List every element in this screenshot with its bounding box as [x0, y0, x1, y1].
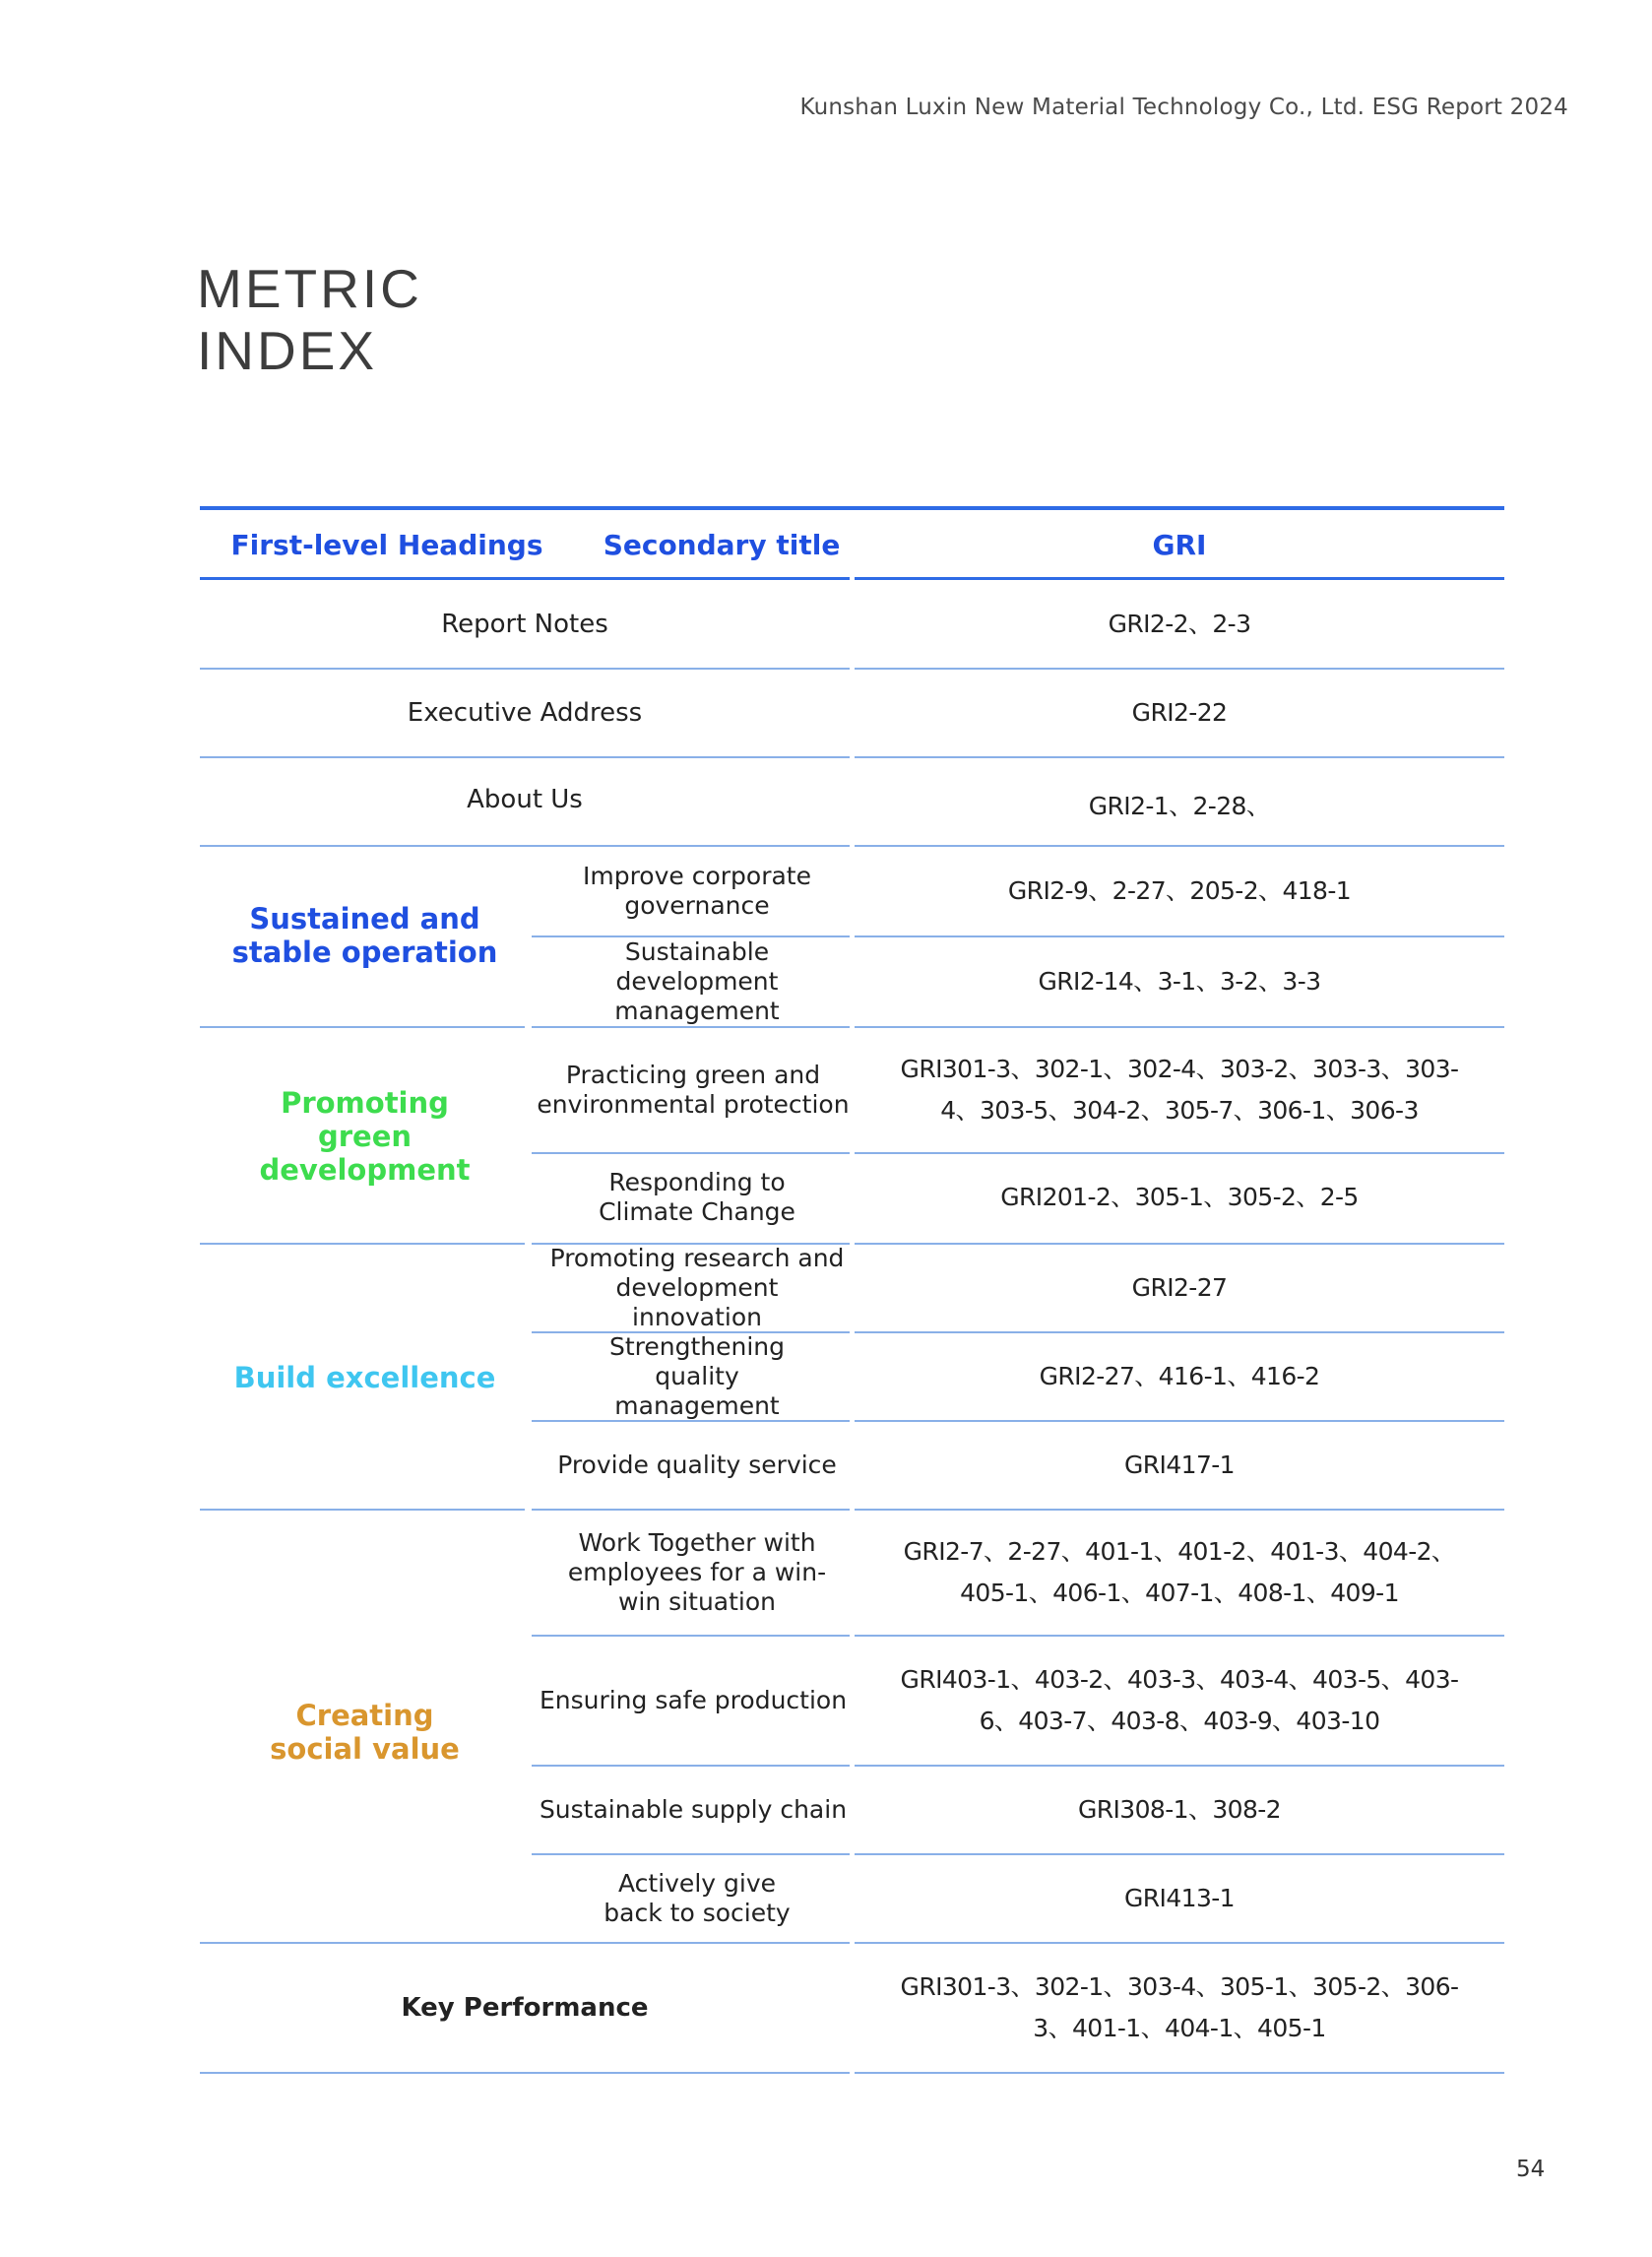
group-green-development: Promoting green development [259, 1086, 471, 1187]
row-gri: GRI301-3、302-1、303-4、305-1、305-2、306-3、401-1、404-1、405-1 [900, 1972, 1459, 2042]
secondary-title: Work Together with employees for a win-win situation [567, 1528, 827, 1616]
row-label: About Us [467, 785, 583, 814]
row-gri: GRI417-1 [1124, 1451, 1235, 1479]
row-gri: GRI2-7、2-27、401-1、401-2、401-3、404-2、405-1、406-1、407-1、408-1、409-1 [903, 1537, 1456, 1607]
secondary-title: Actively give back to society [604, 1869, 791, 1927]
secondary-title: Improve corporate governance [582, 862, 811, 920]
page-title-line-2: INDEX [197, 320, 378, 381]
row-gri: GRI201-2、305-1、305-2、2-5 [1000, 1183, 1359, 1211]
header-bottom-rule-right [855, 577, 1504, 580]
group-build-excellence: Build excellence [233, 1361, 496, 1394]
row-gri: GRI2-1、2-28、 [1088, 792, 1271, 820]
row-gri: GRI2-22 [1131, 698, 1228, 727]
header-first-level: First-level Headings [230, 528, 543, 561]
header-secondary: Secondary title [603, 528, 841, 561]
row-gri: GRI2-27、416-1、416-2 [1039, 1362, 1320, 1390]
secondary-title: Promoting research and development innovation [549, 1244, 845, 1331]
page-title [197, 258, 422, 382]
header-bottom-rule-left [200, 577, 850, 580]
table-bottom-rule [855, 2072, 1504, 2074]
page-title-line-1: METRIC [197, 258, 422, 319]
header-gri: GRI [1152, 528, 1207, 561]
table-bottom-rule [200, 2072, 850, 2074]
group-social-value: Creating social value [270, 1699, 460, 1766]
row-label: Executive Address [407, 698, 643, 728]
row-gri: GRI413-1 [1124, 1884, 1235, 1912]
secondary-title: Responding to Climate Change [599, 1168, 795, 1226]
secondary-title: Sustainable development management [614, 937, 780, 1025]
secondary-title: Ensuring safe production [539, 1686, 848, 1714]
secondary-title: Provide quality service [557, 1451, 837, 1479]
row-gri: GRI403-1、403-2、403-3、403-4、403-5、403-6、403-7、403-8、403-9、403-10 [900, 1665, 1459, 1735]
secondary-title: Strengthening quality management [608, 1332, 786, 1420]
row-gri: GRI2-9、2-27、205-2、418-1 [1007, 876, 1352, 905]
row-gri: GRI301-3、302-1、302-4、303-2、303-3、303-4、303-5、304-2、305-7、306-1、306-3 [900, 1055, 1459, 1125]
page-number: 54 [1516, 2157, 1546, 2182]
row-label: Report Notes [441, 610, 608, 639]
group-sustained-operation: Sustained and stable operation [231, 902, 498, 969]
row-gri: GRI2-2、2-3 [1108, 610, 1251, 638]
row-gri: GRI308-1、308-2 [1077, 1795, 1281, 1824]
row-gri: GRI2-27 [1131, 1273, 1228, 1302]
row-gri: GRI2-14、3-1、3-2、3-3 [1038, 967, 1321, 996]
secondary-title: Practicing green and environmental protection [537, 1061, 850, 1119]
report-header: Kunshan Luxin New Material Technology Co., Ltd. ESG Report 2024 [799, 95, 1568, 120]
row-label: Key Performance [401, 1993, 649, 2023]
secondary-title: Sustainable supply chain [539, 1795, 848, 1824]
